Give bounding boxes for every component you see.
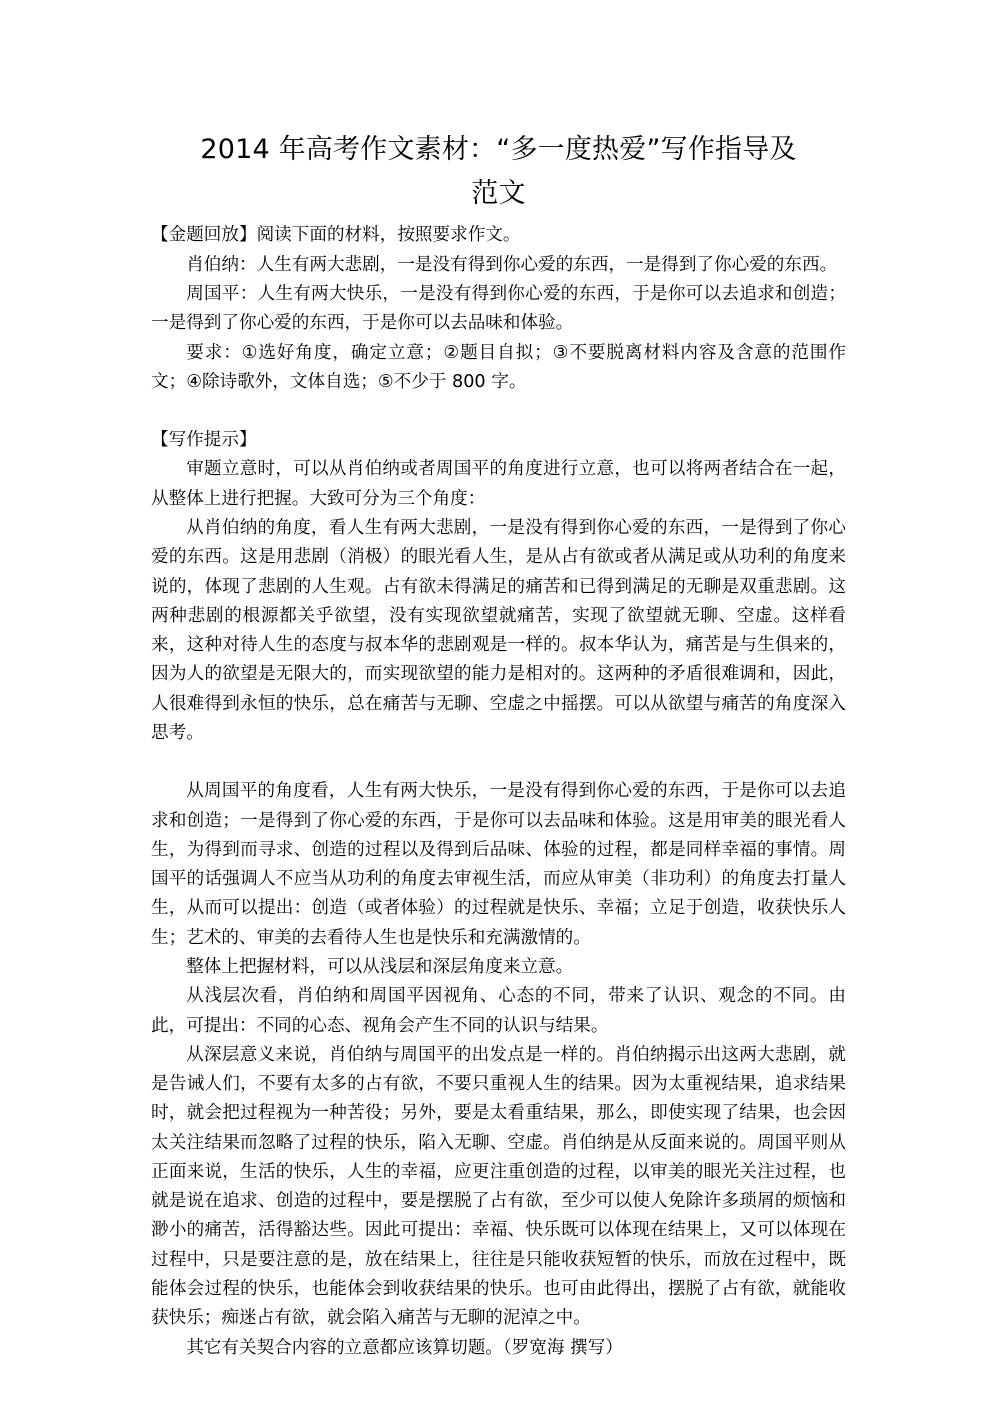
overall-paragraph: 整体上把握材料，可以从浅层和深层角度来立意。 bbox=[186, 956, 574, 977]
deep-layer-paragraph: 从深层意义来说，肖伯纳与周国平的出发点是一样的。肖伯纳揭示出这两大悲剧，就是告诫人们，不要有太多的占有欲，不要只重视人生的结果。因为太重视结果，追求结果时，就会把过程视为一种苦役；另外，要是太看重结果，那么，即使实现了结果，也会因太关注结果而忽略了过程的快乐，陷入无聊、空虚。肖伯纳是从反面来说的。周国平则从正面来说，生活的快乐，人生的幸福，应更注重创造的过程，以审美的眼光关注过程，也就是说在追求、创造的过程中，要是摆脱了占有欲，至少可以使人免除许多琐屑的烦恼和渺小的痛苦，活得豁达些。因此可提出：幸福、快乐既可以体现在结果上，又可以体现在过程中，只是要注意的是，放在结果上，往往是只能收获短暂的快乐，而放在过程中，既能体会过程的快乐，也能体会到收获结果的快乐。也可由此得出，摆脱了占有欲，就能收获快乐；痴迷占有欲，就会陷入痛苦与无聊的泥淖之中。 bbox=[151, 1044, 846, 1329]
prompt-heading-paragraph: 【金题回放】阅读下面的材料，按照要求作文。 bbox=[151, 225, 521, 246]
section-spacer-1 bbox=[151, 397, 846, 426]
angle-shaw-paragraph: 从肖伯纳的角度，看人生有两大悲剧，一是没有得到你心爱的东西，一是得到了你心爱的东西。这是用悲剧（消极）的眼光看人生，是从占有欲或者从满足或从功利的角度来说的，体现了悲剧的人生观。占有欲未得满足的痛苦和已得到满足的无聊是双重悲剧。这两种悲剧的根源都关乎欲望，没有实现欲望就痛苦，实现了欲望就无聊、空虚。这样看来，这种对待人生的态度与叔本华的悲剧观是一样的。叔本华认为，痛苦是与生俱来的，因为人的欲望是无限大的，而实现欲望的能力是相对的。这两种的矛盾很难调和，因此，人很难得到永恒的快乐，总在痛苦与无聊、空虚之中摇摆。可以从欲望与痛苦的角度深入思考。 bbox=[151, 518, 846, 743]
quote-zhou: 周国平：人生有两大快乐，一是没有得到你心爱的东西，于是你可以去追求和创造；一是得到了你心爱的东西，于是你可以去品味和体验。 bbox=[151, 284, 846, 334]
requirements-paragraph: 要求：①选好角度，确定立意；②题目自拟；③不要脱离材料内容及含意的范围作文；④除诗歌外，文体自选；⑤不少于 800 字。 bbox=[151, 342, 846, 392]
tips-intro-paragraph: 审题立意时，可以从肖伯纳或者周国平的角度进行立意，也可以将两者结合在一起，从整体上进行把握。大致可分为三个角度： bbox=[151, 459, 846, 509]
page-title-line-1: 2014 年高考作文素材：“多一度热爱”写作指导及 bbox=[200, 134, 797, 165]
page-title-line-2: 范文 bbox=[471, 177, 526, 209]
quote-shaw: 肖伯纳：人生有两大悲剧，一是没有得到你心爱的东西，一是得到了你心爱的东西。 bbox=[186, 254, 838, 275]
document-content bbox=[151, 128, 846, 1363]
page-title bbox=[151, 128, 846, 215]
angle-zhou-paragraph: 从周国平的角度看，人生有两大快乐，一是没有得到你心爱的东西，于是你可以去追求和创造；一是得到了你心爱的东西，于是你可以去品味和体验。这是用审美的眼光看人生，为得到而寻求、创造的过程以及得到后品味、体验的过程，都是同样幸福的事情。周国平的话强调人不应当从功利的角度去审视生活，而应从审美（非功利）的角度去打量人生，从而可以提出：创造（或者体验）的过程就是快乐、幸福；立足于创造，收获快乐人生；艺术的、审美的去看待人生也是快乐和充满激情的。 bbox=[151, 781, 846, 948]
closing-paragraph: 其它有关契合内容的立意都应该算切题。（罗宽海 撰写） bbox=[186, 1337, 623, 1358]
shallow-layer-paragraph: 从浅层次看，肖伯纳和周国平因视角、心态的不同，带来了认识、观念的不同。由此，可提出：不同的心态、视角会产生不同的认识与结果。 bbox=[151, 986, 846, 1036]
section-spacer-2 bbox=[151, 748, 846, 777]
tips-heading: 【写作提示】 bbox=[151, 430, 257, 451]
document-body bbox=[151, 221, 846, 1362]
